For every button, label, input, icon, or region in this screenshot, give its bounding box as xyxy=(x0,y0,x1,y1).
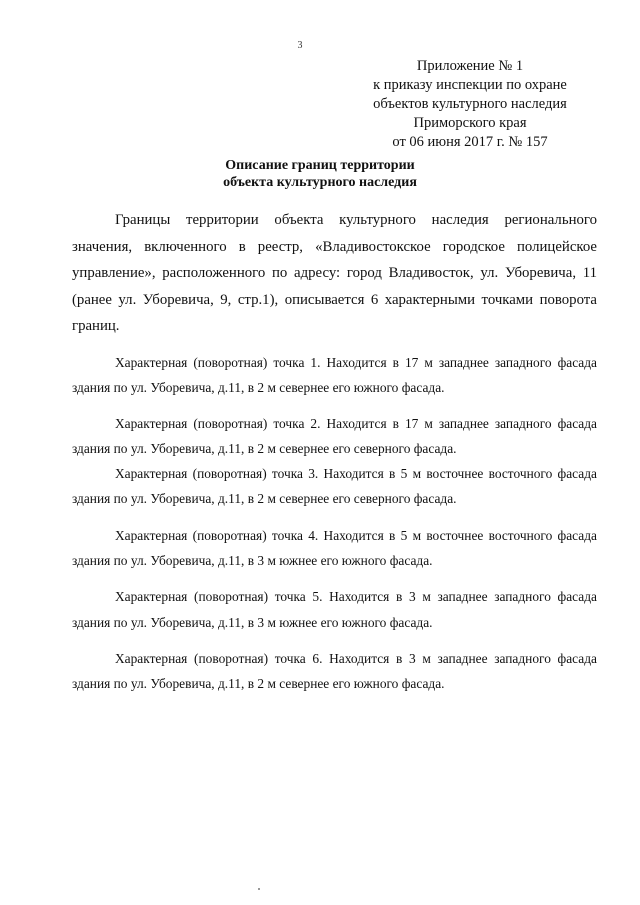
appendix-header xyxy=(350,57,590,152)
document-body xyxy=(72,207,597,697)
scan-speck xyxy=(258,888,260,890)
boundary-point-5: Характерная (поворотная) точка 5. Находится в 3 м западнее западного фасада здания по ул. Уборевича, д.11, в 3 м южнее его южного фасада. xyxy=(72,589,597,630)
appendix-order-ref-2: объектов культурного наследия xyxy=(373,96,567,112)
title-line-2: объекта культурного наследия xyxy=(223,175,417,190)
intro-paragraph: Границы территории объекта культурного наследия регионального значения, включенного в реестр, «Владивостокское городское полицейское управление», расположенного по адресу: город Владивосток, ул. Уборевича, 11 (ранее ул. Уборевича, 9, стр.1), описывается 6 характерными точками поворота границ. xyxy=(72,212,597,335)
boundary-point-6: Характерная (поворотная) точка 6. Находится в 3 м западнее западного фасада здания по ул. Уборевича, д.11, в 2 м севернее его южного фасада. xyxy=(72,650,597,692)
appendix-order-ref: к приказу инспекции по охране xyxy=(373,77,567,93)
title-line-1: Описание границ территории xyxy=(225,158,415,173)
page-number: 3 xyxy=(297,40,303,51)
boundary-point-2: Характерная (поворотная) точка 2. Находится в 17 м западнее западного фасада здания по ул. Уборевича, д.11, в 2 м севернее его северного фасада. xyxy=(72,415,597,456)
appendix-date-number: от 06 июня 2017 г. № 157 xyxy=(392,134,548,150)
boundary-point-1: Характерная (поворотная) точка 1. Находится в 17 м западнее западного фасада здания по ул. Уборевича, д.11, в 2 м севернее его южного фасада. xyxy=(72,354,597,396)
boundary-point-3: Характерная (поворотная) точка 3. Находится в 5 м восточнее восточного фасада здания по ул. Уборевича, д.11, в 2 м севернее его северного фасада. xyxy=(72,466,597,507)
boundary-point-4: Характерная (поворотная) точка 4. Находится в 5 м восточнее восточного фасада здания по ул. Уборевича, д.11, в 3 м южнее его южного фасада. xyxy=(72,527,597,569)
appendix-region: Приморского края xyxy=(413,115,527,131)
document-title xyxy=(120,157,520,191)
appendix-title: Приложение № 1 xyxy=(416,58,524,74)
